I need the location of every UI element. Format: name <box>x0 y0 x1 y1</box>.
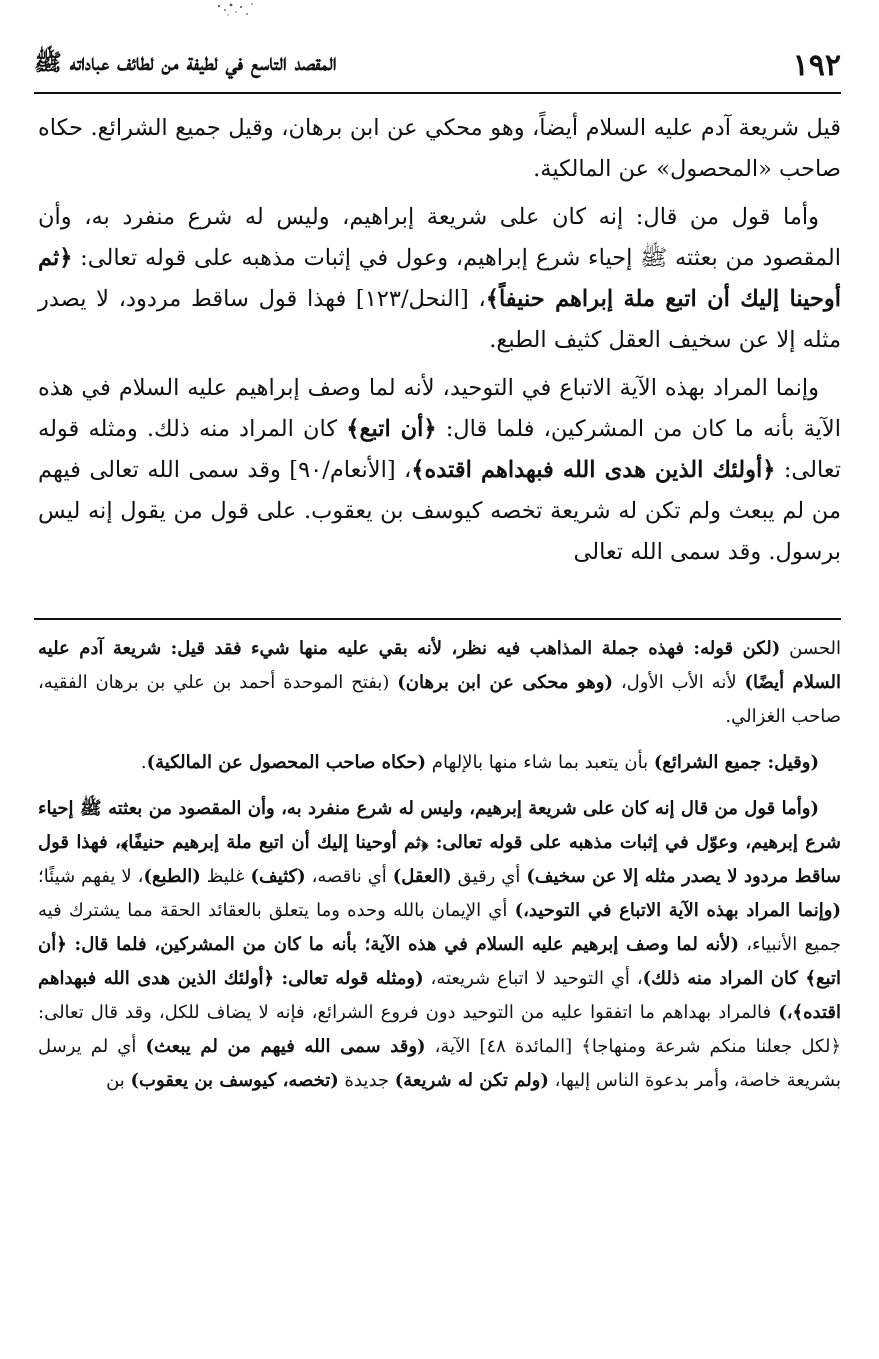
text-run: جديدة <box>338 1070 395 1091</box>
text-run: لأنه الأب الأول، <box>612 672 745 693</box>
bold-text-run: (لأنه لما وصف إبرهيم عليه السلام في هذه الآية؛ بأنه ما كان من المشركين، فلما قال: ﴿أن اتبع﴾ كان المراد منه ذلك) <box>38 934 841 989</box>
text-run: وإنما المراد بهذه الآية الاتباع في التوحيد، لأنه لما وصف إبراهيم عليه السلام في هذه الآية بأنه ما كان من المشركين، فلما قال: <box>38 375 841 442</box>
bold-text-run: (تخصه، كيوسف بن يعقوب) <box>130 1070 339 1091</box>
text-run: . <box>140 752 147 773</box>
bold-text-run: (وأما قول من قال إنه كان على شريعة إبرهيم، وليس له شرع منفرد به، وأن المقصود من بعثته ﷺ إحياء شرع إبرهيم، وعوّل في إثبات مذهبه على قوله تعالى: ﴿ثم أوحينا إليك أن اتبع ملة إبرهيم حنيفًا﴾، فهذا قول ساقط مردود لا يصدر مثله إلا عن سخيف) <box>38 798 841 887</box>
text-run: (بفتح الموحدة أحمد بن علي بن برهان الفقيه، صاحب الغزالي. <box>38 672 841 727</box>
commentary-paragraph <box>38 632 841 734</box>
text-run: وأما قول من قال: إنه كان على شريعة إبراهيم، وليس له شرع منفرد به، وأن المقصود من بعثته ﷺ إحياء شرع إبراهيم، وعول في إثبات مذهبه على قوله تعالى: <box>38 204 841 271</box>
bold-text-run: ﴿أن اتبع﴾ <box>346 416 437 442</box>
commentary-notes <box>38 632 841 1110</box>
bold-text-run: (الطبع) <box>143 866 201 887</box>
bold-text-run: (حكاه صاحب المحصول عن المالكية) <box>146 752 427 773</box>
text-run: قيل شريعة آدم عليه السلام أيضاً، وهو محكي عن ابن برهان، وقيل جميع الشرائع. حكاه صاحب «المحصول» عن المالكية. <box>38 115 841 182</box>
footnote-separator <box>34 618 841 620</box>
text-run: غليظ <box>200 866 251 887</box>
bold-text-run: (وقيل: جميع الشرائع) <box>653 752 819 773</box>
bold-text-run: (كثيف) <box>250 866 306 887</box>
bold-text-run: (ولم تكن له شريعة) <box>394 1070 549 1091</box>
bold-text-run: (لكن قوله: فهذه جملة المذاهب فيه نظر، لأنه بقي عليه منها شيء فقد قيل: شريعة آدم عليه السلام أيضًا) <box>38 638 841 693</box>
commentary-paragraph <box>38 792 841 1098</box>
bold-text-run: (ومثله قوله تعالى: ﴿أولئك الذين هدى الله فبهداهم اقتده﴾،) <box>38 968 841 1023</box>
running-title: المقصد التاسع في لطيفة من لطائف عباداته ﷺ <box>34 49 337 76</box>
ink-smudge-mark <box>205 0 265 22</box>
text-run: ، أي التوحيد لا اتباع شريعته، <box>423 968 643 989</box>
main-paragraph <box>38 368 841 573</box>
bold-text-run: ﴿أولئك الذين هدى الله فبهداهم اقتده﴾ <box>411 457 776 483</box>
text-run: ، [الأنعام/٩٠] وقد سمى الله تعالى فيهم من لم يبعث ولم تكن له شريعة تخصه كيوسف بن يعقوب. على قول من يقول إنه ليس برسول. وقد سمى الله تعالى <box>38 457 841 565</box>
bold-text-run: (وإنما المراد بهذه الآية الاتباع في التوحيد،) <box>514 900 841 921</box>
header-rule <box>34 92 841 94</box>
bold-text-run: (العقل) <box>392 866 452 887</box>
text-run: بأن يتعبد بما شاء منها بالإلهام <box>426 752 654 773</box>
text-run: ، لا يفهم شيئًا؛ <box>38 866 144 887</box>
bold-text-run: (وهو محكى عن ابن برهان) <box>397 672 613 693</box>
text-run: فالمراد بهداهم ما اتفقوا عليه من التوحيد دون فروع الشرائع، فإنه لا يضاف للكل، وقد قال تعالى: ﴿لكل جعلنا منكم شرعة ومنهاجا﴾ [المائدة ٤٨] الآية، <box>38 1002 841 1057</box>
main-text <box>38 108 841 580</box>
bold-text-run: ﴿ثم أوحينا إليك أن اتبع ملة إبراهم حنيفاً﴾ <box>38 245 841 312</box>
text-run: أي لم يرسل بشريعة خاصة، وأمر بدعوة الناس إليها، <box>38 1036 841 1091</box>
text-run: بن <box>106 1070 131 1091</box>
bold-text-run: (وقد سمى الله فيهم من لم يبعث) <box>145 1036 426 1057</box>
text-run: كان المراد منه ذلك. ومثله قوله تعالى: <box>38 416 841 483</box>
main-paragraph <box>38 108 841 190</box>
text-run: أي الإيمان بالله وحده وما يتعلق بالعقائد الحقة مما يشترك فيه جميع الأنبياء، <box>38 900 841 955</box>
page-number: ١٩٢ <box>792 47 841 83</box>
page-header <box>34 40 841 90</box>
main-paragraph <box>38 197 841 361</box>
commentary-paragraph <box>38 746 841 780</box>
text-run: أي رقيق <box>451 866 527 887</box>
text-run: الحسن <box>780 638 841 659</box>
text-run: ، [النحل/١٢٣] فهذا قول ساقط مردود، لا يصدر مثله إلا عن سخيف العقل كثيف الطبع. <box>38 286 841 353</box>
text-run: أي ناقصه، <box>305 866 393 887</box>
